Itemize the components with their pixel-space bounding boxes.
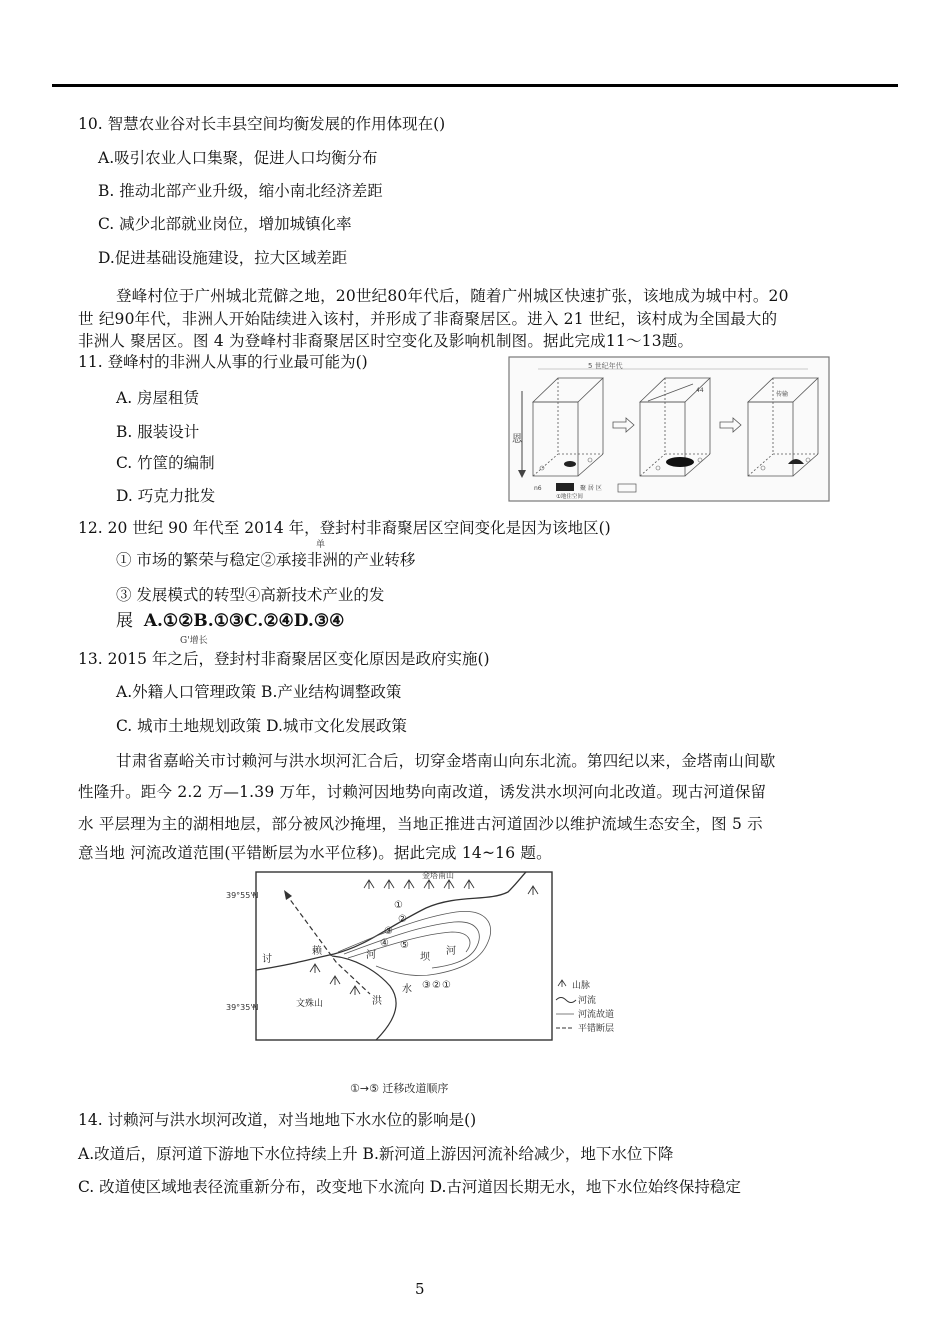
q12-stray-mark2: G'增长 — [180, 636, 208, 646]
q12-line2: ③ 发展模式的转型④高新技术产业的发 — [116, 586, 385, 604]
fig5-lat-bottom: 39°35'N — [226, 1003, 259, 1012]
fig5-n3b: ③ — [422, 980, 431, 991]
passage2-line4: 意当地 河流改道范围(平错断层为水平位移)。据此完成 14~16 题。 — [78, 844, 552, 862]
fig4-header: 5 世纪年代 — [588, 362, 623, 370]
passage2-line1: 甘肃省嘉峪关市讨赖河与洪水坝河汇合后，切穿金塔南山向东北流。第四纪以来，金塔南山间歇 — [116, 752, 776, 770]
fig5-n2b: ② — [432, 980, 441, 991]
header-rule — [52, 84, 898, 87]
q12-stem: 12. 20 世纪 90 年代至 2014 年，登封村非裔聚居区空间变化是因为该地区() — [78, 519, 611, 537]
fig5-lat-top: 39°55'N — [226, 891, 259, 900]
fig5-river-hongshui — [332, 956, 396, 1040]
q13-options-ab: A.外籍人口管理政策 B.产业结构调整政策 — [116, 683, 402, 701]
fig5-legend-old: 河流故道 — [578, 1010, 615, 1020]
fig5-legend-river: 河流 — [578, 996, 597, 1006]
q13-options-cd: C. 城市土地规划政策 D.城市文化发展政策 — [116, 717, 407, 735]
q12-line3 — [116, 611, 344, 631]
fig5-n5: ⑤ — [400, 940, 409, 951]
q11-option-d: D. 巧克力批发 — [116, 487, 216, 505]
fig4-label-44: 44 — [696, 387, 704, 394]
fig5-legend-fault: 平错断层 — [578, 1024, 615, 1034]
fig5-old-channel-2 — [344, 922, 479, 968]
fig4-cluster-large — [666, 457, 694, 467]
fig5-taolai-2: 赖 — [312, 946, 322, 957]
passage1-line1: 登峰村位于广州城北荒僻之地，20世纪80年代后，随着广州城区快速扩张，该地成为城中村。20 — [116, 287, 789, 305]
q14-options-cd: C. 改道使区域地表径流重新分布，改变地下水流向 D.古河道因长期无水，地下水位始终保持稳定 — [78, 1178, 741, 1196]
fig5-he-1: 河 — [366, 950, 376, 961]
fig5-hongshui-2: 水 — [402, 984, 412, 995]
fig5-river-main — [256, 872, 526, 970]
fig5-hongshui-1: 洪 — [372, 996, 382, 1007]
q10-stem: 10. 智慧农业谷对长丰县空间均衡发展的作用体现在() — [78, 115, 446, 133]
fig5-n1: ① — [394, 900, 403, 911]
q14-options-ab: A.改道后，原河道下游地下水位持续上升 B.新河道上游因河流补给减少，地下水位下降 — [78, 1145, 674, 1163]
fig4-cluster-small — [564, 461, 576, 467]
fig5-hongshui-4: 河 — [446, 946, 456, 957]
fig4-legend-sub: ①地住空间 — [556, 494, 583, 500]
fig5-legend-mountain: 山脉 — [572, 981, 591, 991]
fig5-mountain-name: 金塔南山 — [422, 871, 454, 880]
q10-option-c: C. 减少北部就业岗位，增加城镇化率 — [98, 215, 352, 233]
q12-choices: A.①②B.①③C.②④D.③④ — [143, 611, 345, 631]
q14-stem: 14. 讨赖河与洪水坝河改道，对当地地下水水位的影响是() — [78, 1111, 477, 1129]
passage1-line3: 非洲人 聚居区。图 4 为登峰村非裔聚居区时空变化及影响机制图。据此完成11～13题。 — [78, 332, 694, 350]
q13-stem: 13. 2015 年之后，登封村非裔聚居区变化原因是政府实施() — [78, 650, 490, 668]
fig4-legend-label: 聚 居 区 — [580, 485, 602, 492]
q10-option-d: D.促进基础设施建设，拉大区域差距 — [98, 249, 348, 267]
fig4-legend-num: n6 — [534, 485, 542, 492]
figure-4-diagram — [508, 356, 830, 502]
page-number: 5 — [415, 1280, 425, 1298]
fig5-legend — [556, 979, 614, 1034]
q11-stem: 11. 登峰村的非洲人从事的行业最可能为() — [78, 353, 368, 371]
passage2-line2: 性隆升。距今 2.2 万—1.39 万年，讨赖河因地势向南改道，诱发洪水坝河向北改道。现古河道保留 — [78, 783, 767, 801]
q11-option-b: B. 服装设计 — [116, 423, 200, 441]
fig5-n4: ④ — [380, 938, 389, 949]
q10-option-a: A.吸引农业人口集聚，促进人口均衡分布 — [98, 149, 378, 167]
fig5-taolai-1: 讨 — [262, 954, 272, 965]
fig4-legend-swatch — [556, 483, 574, 491]
q12-line3-prefix: 展 — [116, 611, 133, 631]
q11-option-c: C. 竹筐的编制 — [116, 454, 215, 472]
q10-option-b: B. 推动北部产业升级，缩小南北经济差距 — [98, 182, 383, 200]
q12-stray-mark: 单 — [316, 540, 326, 550]
q12-line1: ① 市场的繁荣与稳定②承接非洲的产业转移 — [116, 551, 416, 569]
fig5-n3: ③ — [384, 926, 393, 937]
fig5-mountains — [310, 880, 538, 995]
q11-option-a: A. 房屋租赁 — [116, 389, 200, 407]
fig5-n1b: ① — [442, 980, 451, 991]
fig5-caption: ①→⑤ 迁移改道顺序 — [350, 1082, 449, 1095]
fig4-label-tu: 传输 — [776, 391, 789, 398]
fig5-frame — [256, 872, 552, 1040]
passage2-line3: 水 平层理为主的湖相地层，部分被风沙掩埋，当地正推进古河道固沙以维护流域生态安全，图 5 示 — [78, 815, 763, 833]
passage1-line2: 世 纪90年代，非洲人开始陆续进入该村，并形成了非裔聚居区。进入 21 世纪，该村成为全国最大的 — [78, 310, 778, 328]
fig4-side-label: 恩 — [512, 434, 522, 445]
fig5-hongshui-3: 坝 — [420, 952, 430, 963]
fig5-wenshu: 文殊山 — [296, 999, 324, 1009]
fig5-n2: ② — [398, 914, 407, 925]
figure-5-map — [226, 862, 640, 1052]
